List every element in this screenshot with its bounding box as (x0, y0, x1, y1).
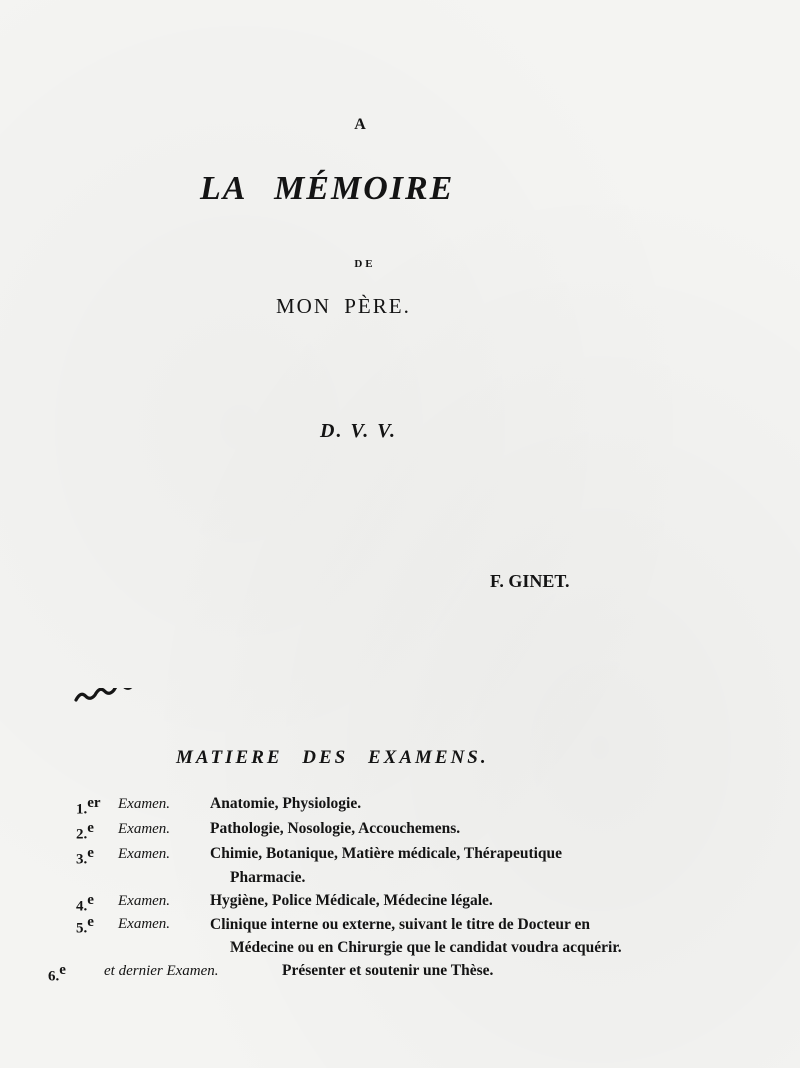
exam-2-number: 2.$^e$ (76, 820, 94, 843)
dedication-la-memoire: LA MÉMOIRE (200, 170, 455, 207)
exam-2-subject: Pathologie, Nosologie, Accouchemens. (210, 820, 461, 837)
exam-6-number: 6.$^e$ (48, 962, 66, 985)
exam-5-continuation: Médecine ou en Chirurgie que le candidat voudra acquérir. (230, 939, 622, 956)
exam-6-label: et dernier Examen. (104, 963, 219, 979)
ornamental-rule (72, 688, 672, 708)
exam-3-label: Examen. (118, 846, 171, 862)
exam-6-subject: Présenter et soutenir une Thèse. (282, 962, 494, 979)
exam-5-subject: Clinique interne ou externe, suivant le titre de Docteur en (210, 916, 590, 933)
dedication-signature: F. GINET. (490, 571, 570, 591)
exam-4-number: 4.$^e$ (76, 892, 94, 915)
exam-section-title: MATIERE DES EXAMENS. (176, 747, 489, 768)
exam-4-label: Examen. (118, 893, 171, 909)
dedication-a: A (354, 116, 366, 133)
exam-3-number: 3.$^e$ (76, 845, 94, 868)
exam-3-subject: Chimie, Botanique, Matière médicale, Thérapeutique (210, 845, 563, 862)
dedication-initials: D. V. V. (320, 420, 397, 442)
exam-3-continuation: Pharmacie. (230, 869, 306, 886)
dedication-de: DE (354, 258, 376, 270)
dedication-mon-pere: MON PÈRE. (276, 294, 411, 318)
exam-2-label: Examen. (118, 821, 171, 837)
exam-1-number: 1.$^{er}$ (76, 795, 101, 818)
exam-1-label: Examen. (118, 796, 171, 812)
exam-5-number: 5.$^e$ (76, 914, 94, 937)
exam-1-subject: Anatomie, Physiologie. (210, 795, 362, 812)
exam-4-subject: Hygiène, Police Médicale, Médecine légale. (210, 892, 493, 909)
exam-5-label: Examen. (118, 916, 171, 932)
